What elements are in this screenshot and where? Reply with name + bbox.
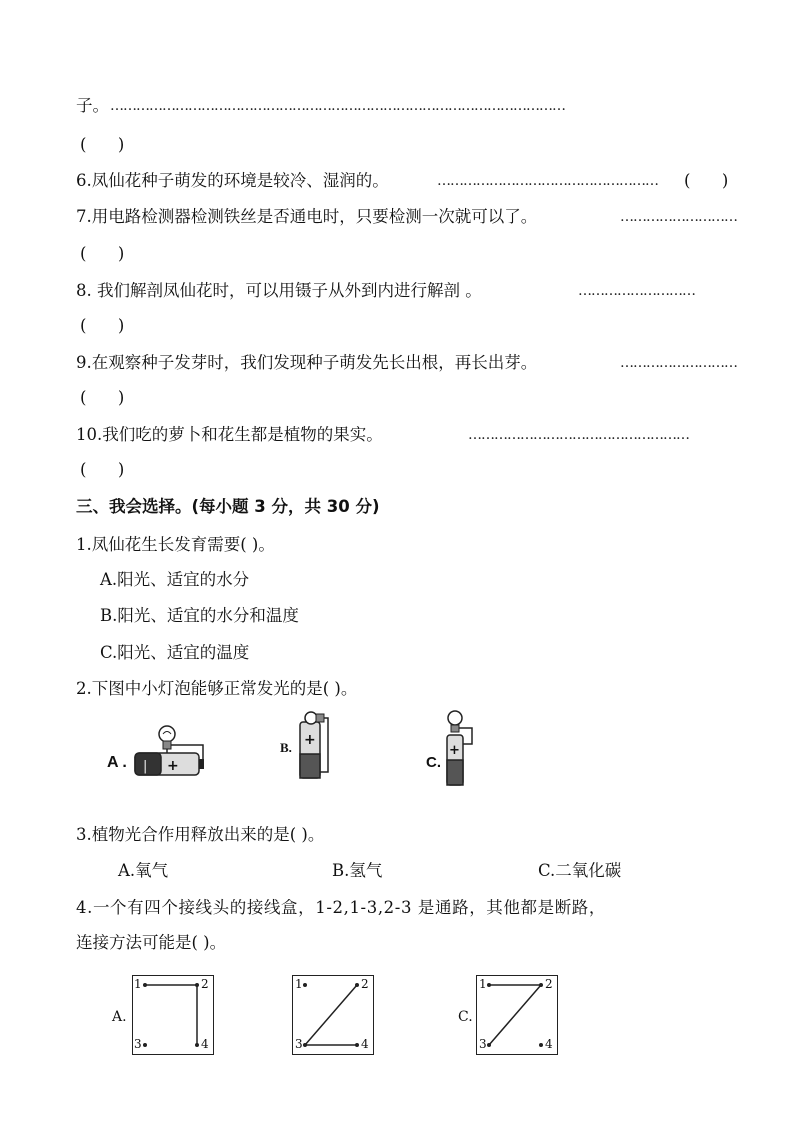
question-6: 6.凤仙花种子萌发的环境是较冷、湿润的。 xyxy=(76,171,389,190)
leader-dots: ……………………… xyxy=(620,209,737,225)
terminal-1-label: 1 xyxy=(479,977,487,991)
terminal-4-label: 4 xyxy=(361,1037,369,1051)
q3-option-a[interactable]: A.氧气 xyxy=(118,861,169,880)
junction-box-c[interactable] xyxy=(458,975,563,1057)
junction-a-label: A. xyxy=(112,1009,127,1025)
q1-option-a[interactable]: A.阳光、适宜的水分 xyxy=(100,570,250,589)
battery-bulb-b-icon xyxy=(278,710,358,785)
q5-tail: 子。 xyxy=(76,96,109,115)
section-heading: 三、我会选择。(每小题 3 分，共 30 分) xyxy=(76,497,380,516)
answer-blank-q5[interactable]: ( ) xyxy=(80,135,125,154)
svg-text:+: + xyxy=(449,743,460,758)
choice-question-2: 2.下图中小灯泡能够正常发光的是( )。 xyxy=(76,679,358,698)
answer-blank-q10[interactable]: ( ) xyxy=(80,460,125,479)
junction-c-label: C. xyxy=(458,1009,473,1025)
leader-dots: …………………………………………… xyxy=(468,427,689,443)
wiring-a-icon xyxy=(112,975,217,1057)
question-10: 10.我们吃的萝卜和花生都是植物的果实。 xyxy=(76,425,383,444)
leader-dots: …………………………………………… xyxy=(437,173,658,189)
terminal-1-label: 1 xyxy=(134,977,142,991)
terminal-3-label: 3 xyxy=(134,1037,142,1051)
svg-text:+: + xyxy=(304,732,316,748)
q3-option-c[interactable]: C.二氧化碳 xyxy=(538,861,622,880)
terminal-2-label: 2 xyxy=(201,977,209,991)
circuit-b-label: B. xyxy=(280,740,292,755)
junction-box-a[interactable] xyxy=(112,975,217,1057)
q1-option-c[interactable]: C.阳光、适宜的温度 xyxy=(100,643,250,662)
circuit-c-label: C. xyxy=(426,754,441,771)
terminal-4-label: 4 xyxy=(201,1037,209,1051)
circuit-a-figure[interactable] xyxy=(105,712,215,782)
answer-blank-q7[interactable]: ( ) xyxy=(80,244,125,263)
svg-text:+: + xyxy=(167,758,179,774)
junction-box-b[interactable] xyxy=(292,975,377,1057)
answer-blank-q6[interactable]: ( ) xyxy=(684,171,729,190)
circuit-b-figure[interactable] xyxy=(278,710,358,785)
choice-question-4-line2: 连接方法可能是( )。 xyxy=(76,933,227,952)
choice-question-1: 1.凤仙花生长发育需要( )。 xyxy=(76,535,275,554)
leader-dots: ……………………… xyxy=(578,283,695,299)
question-7: 7.用电路检测器检测铁丝是否通电时，只要检测一次就可以了。 xyxy=(76,207,538,226)
question-8: 8. 我们解剖凤仙花时，可以用镊子从外到内进行解剖 。 xyxy=(76,281,482,300)
battery-bulb-a-icon xyxy=(105,712,215,782)
terminal-3-label: 3 xyxy=(295,1037,303,1051)
terminal-2-label: 2 xyxy=(545,977,553,991)
choice-question-3: 3.植物光合作用释放出来的是( )。 xyxy=(76,825,325,844)
circuit-c-figure[interactable] xyxy=(422,708,492,788)
terminal-1-label: 1 xyxy=(295,977,303,991)
leader-dots: …………………………………………………………………………………………… xyxy=(110,98,565,114)
svg-text:|: | xyxy=(143,759,148,774)
terminal-3-label: 3 xyxy=(479,1037,487,1051)
leader-dots: ……………………… xyxy=(620,355,737,371)
wiring-c-icon xyxy=(458,975,563,1057)
answer-blank-q8[interactable]: ( ) xyxy=(80,316,125,335)
battery-bulb-c-icon xyxy=(422,708,492,788)
answer-blank-q9[interactable]: ( ) xyxy=(80,388,125,407)
question-9: 9.在观察种子发芽时，我们发现种子萌发先长出根，再长出芽。 xyxy=(76,353,538,372)
wiring-b-icon xyxy=(292,975,377,1057)
q3-option-b[interactable]: B.氢气 xyxy=(332,861,383,880)
q1-option-b[interactable]: B.阳光、适宜的水分和温度 xyxy=(100,606,299,625)
circuit-a-label: A . xyxy=(107,754,127,771)
terminal-2-label: 2 xyxy=(361,977,369,991)
choice-question-4-line1: 4.一个有四个接线头的接线盒，1-2,1-3,2-3 是通路，其他都是断路， xyxy=(76,898,606,917)
terminal-4-label: 4 xyxy=(545,1037,553,1051)
